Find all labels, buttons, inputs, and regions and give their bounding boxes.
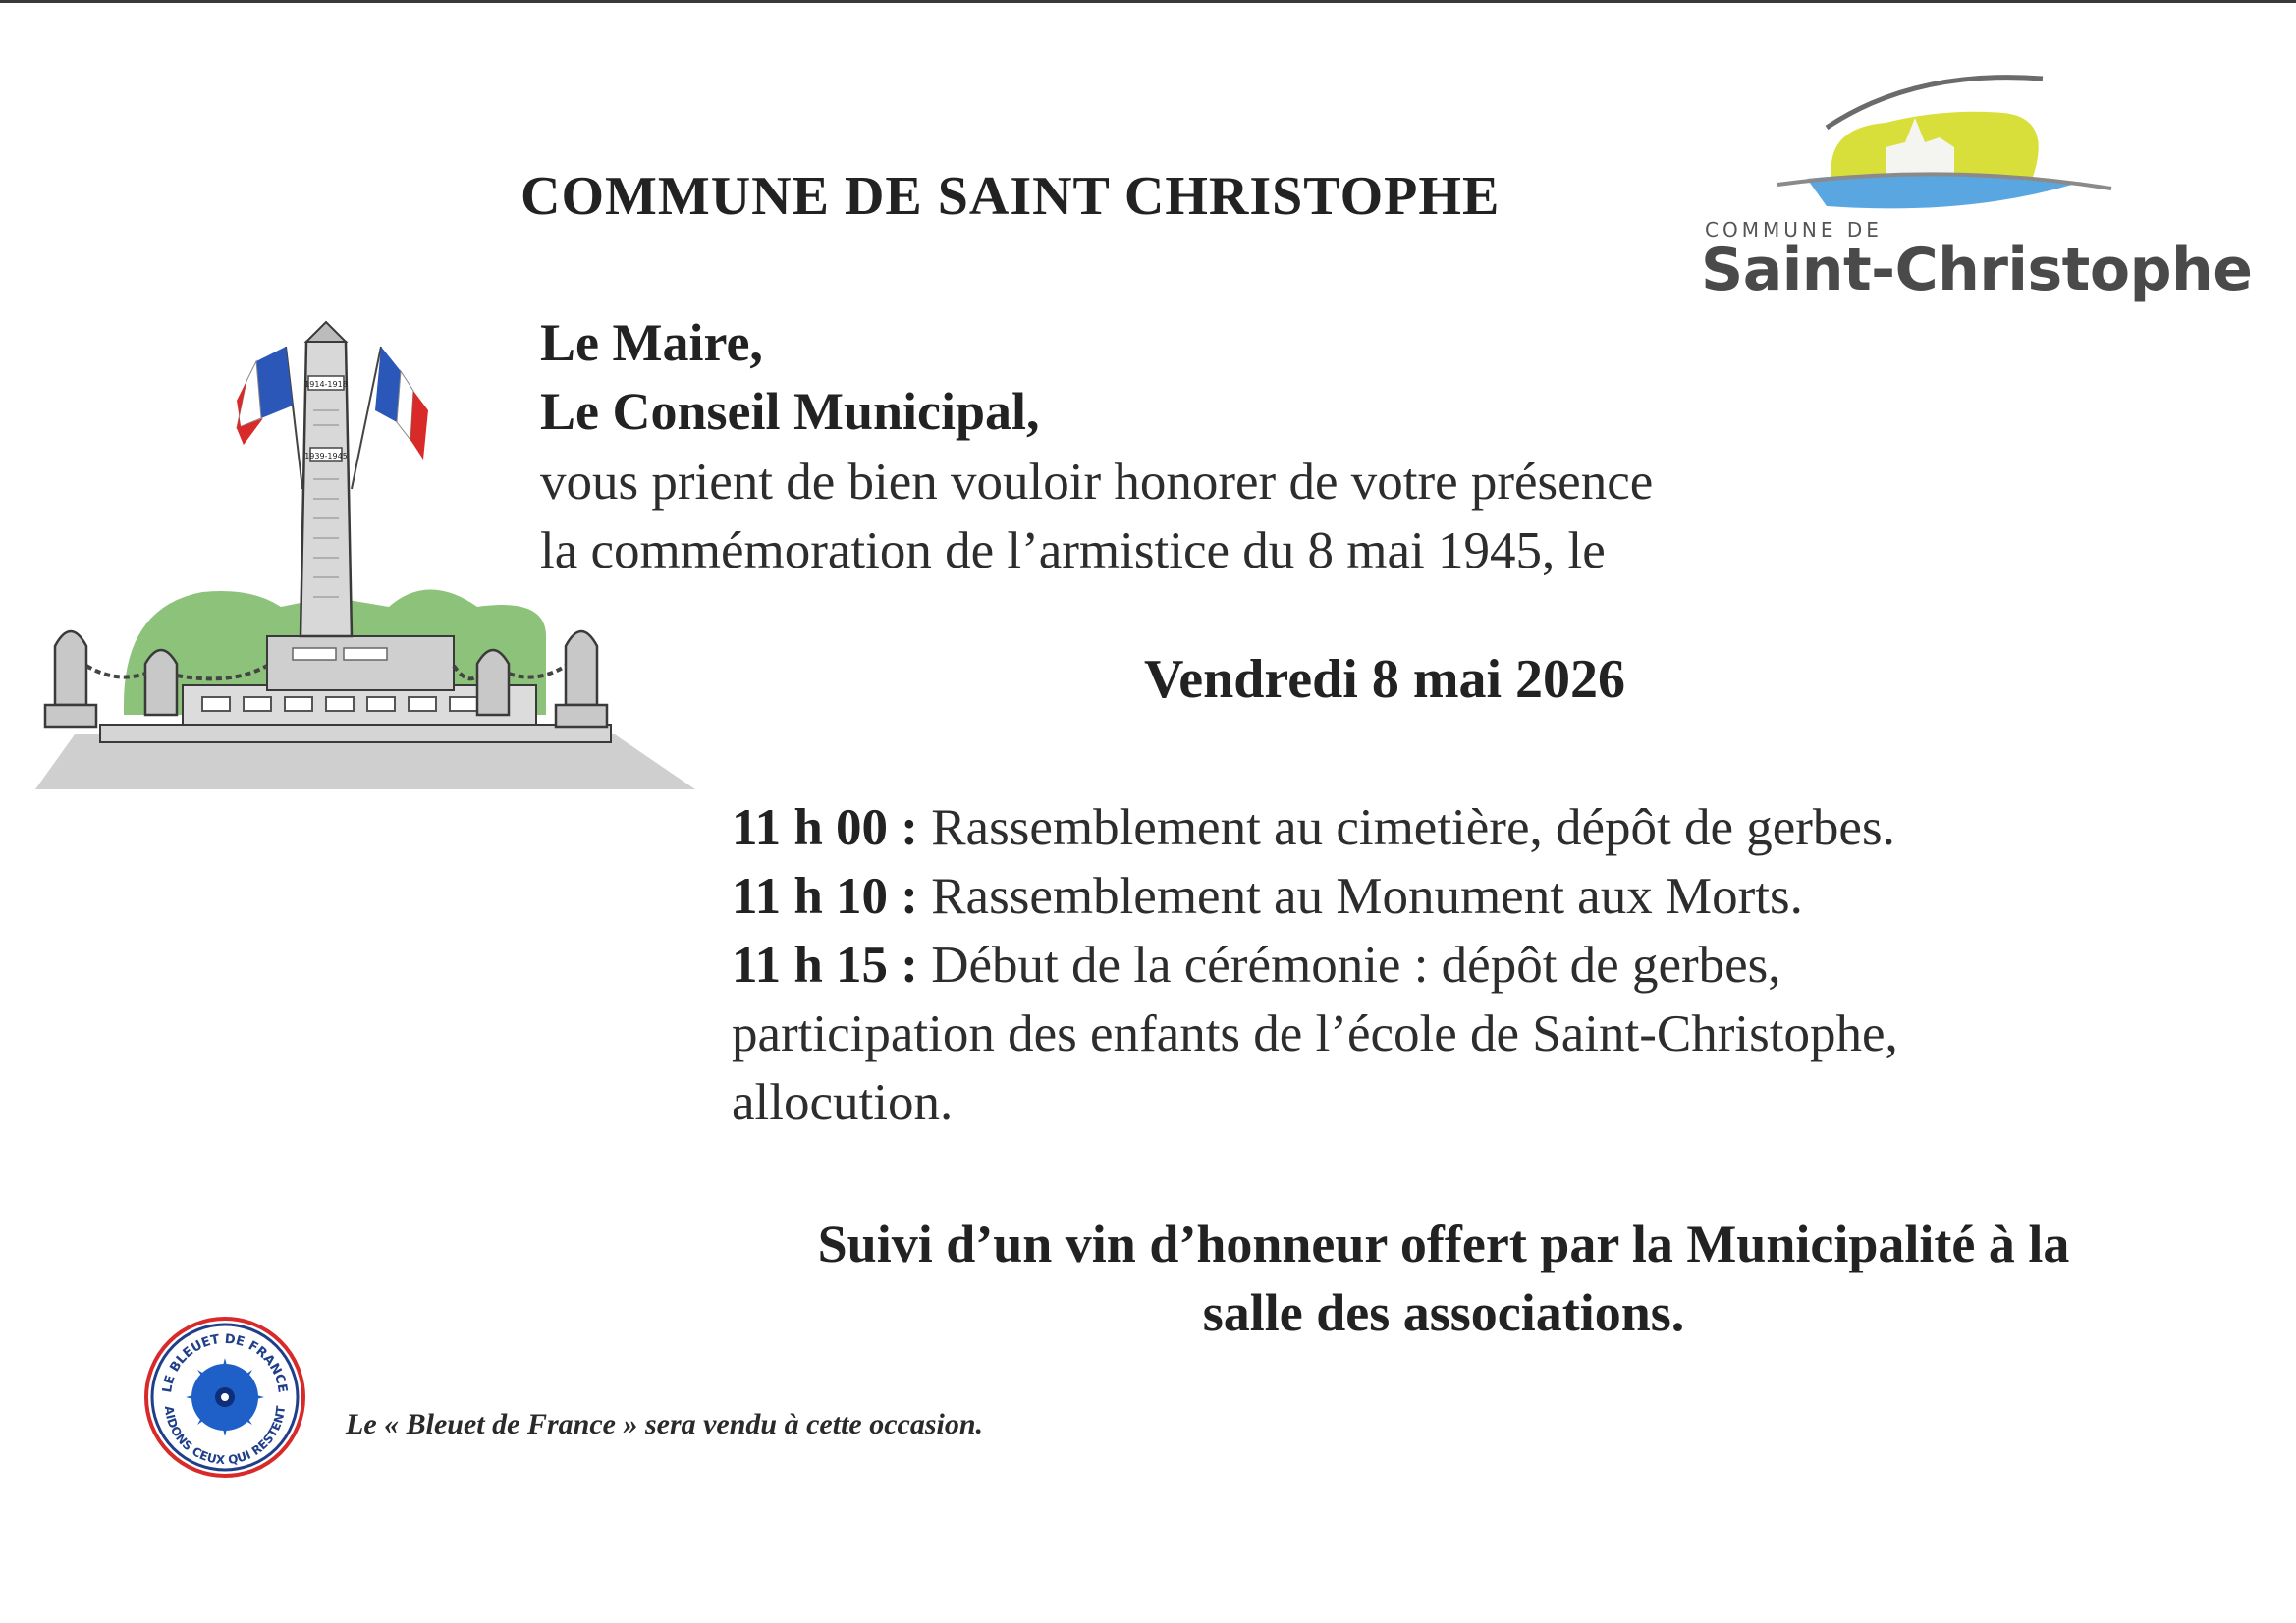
schedule-text: Début de la cérémonie : dépôt de gerbes, [917, 937, 1781, 994]
schedule-item [732, 862, 1898, 931]
schedule-time: 11 h 00 : [732, 799, 918, 856]
schedule-continuation: participation des enfants de l’école de Saint-Christophe, [732, 1005, 1898, 1062]
page-title: COMMUNE DE SAINT CHRISTOPHE [520, 166, 1501, 227]
closing-text [629, 1210, 2259, 1347]
logo-caption: COMMUNE DE [1705, 218, 1883, 242]
greeting [540, 308, 1040, 446]
schedule-continuation: allocution. [732, 1074, 954, 1131]
plaque-bottom: 1939-1945 [304, 452, 348, 460]
bleuet-ring-text-top: LE BLEUET DE FRANCE [160, 1331, 290, 1394]
schedule-text: Rassemblement au Monument aux Morts. [917, 868, 1803, 925]
schedule-item [732, 793, 1898, 862]
greeting-line-mayor: Le Maire, [540, 313, 763, 372]
bleuet-footnote: Le « Bleuet de France » sera vendu à cette occasion. [346, 1408, 984, 1440]
scan-border [0, 0, 2296, 3]
invitation-line: vous prient de bien vouloir honorer de votre présence [540, 454, 1654, 511]
invitation-line: la commémoration de l’armistice du 8 mai 1945, le [540, 522, 1606, 579]
schedule [732, 793, 1898, 1137]
schedule-time: 11 h 15 : [732, 937, 918, 994]
greeting-line-council: Le Conseil Municipal, [540, 382, 1040, 441]
event-date: Vendredi 8 mai 2026 [1143, 649, 1626, 710]
plaque-top: 1914-1918 [304, 380, 348, 389]
closing-line: Suivi d’un vin d’honneur offert par la Municipalité à la [817, 1215, 2070, 1273]
bleuet-de-france-badge [143, 1316, 306, 1479]
saint-christophe-village-logo [1768, 69, 2121, 216]
closing-line: salle des associations. [1202, 1283, 1685, 1342]
schedule-time: 11 h 10 : [732, 868, 918, 925]
logo-wordmark: Saint-Christophe [1701, 236, 2253, 304]
bleuet-ring-text-bottom: AIDONS CEUX QUI RESTENT [161, 1405, 289, 1468]
schedule-text: Rassemblement au cimetière, dépôt de gerbes. [917, 799, 1895, 856]
schedule-item [732, 931, 1898, 1000]
invitation-text [540, 448, 1653, 585]
